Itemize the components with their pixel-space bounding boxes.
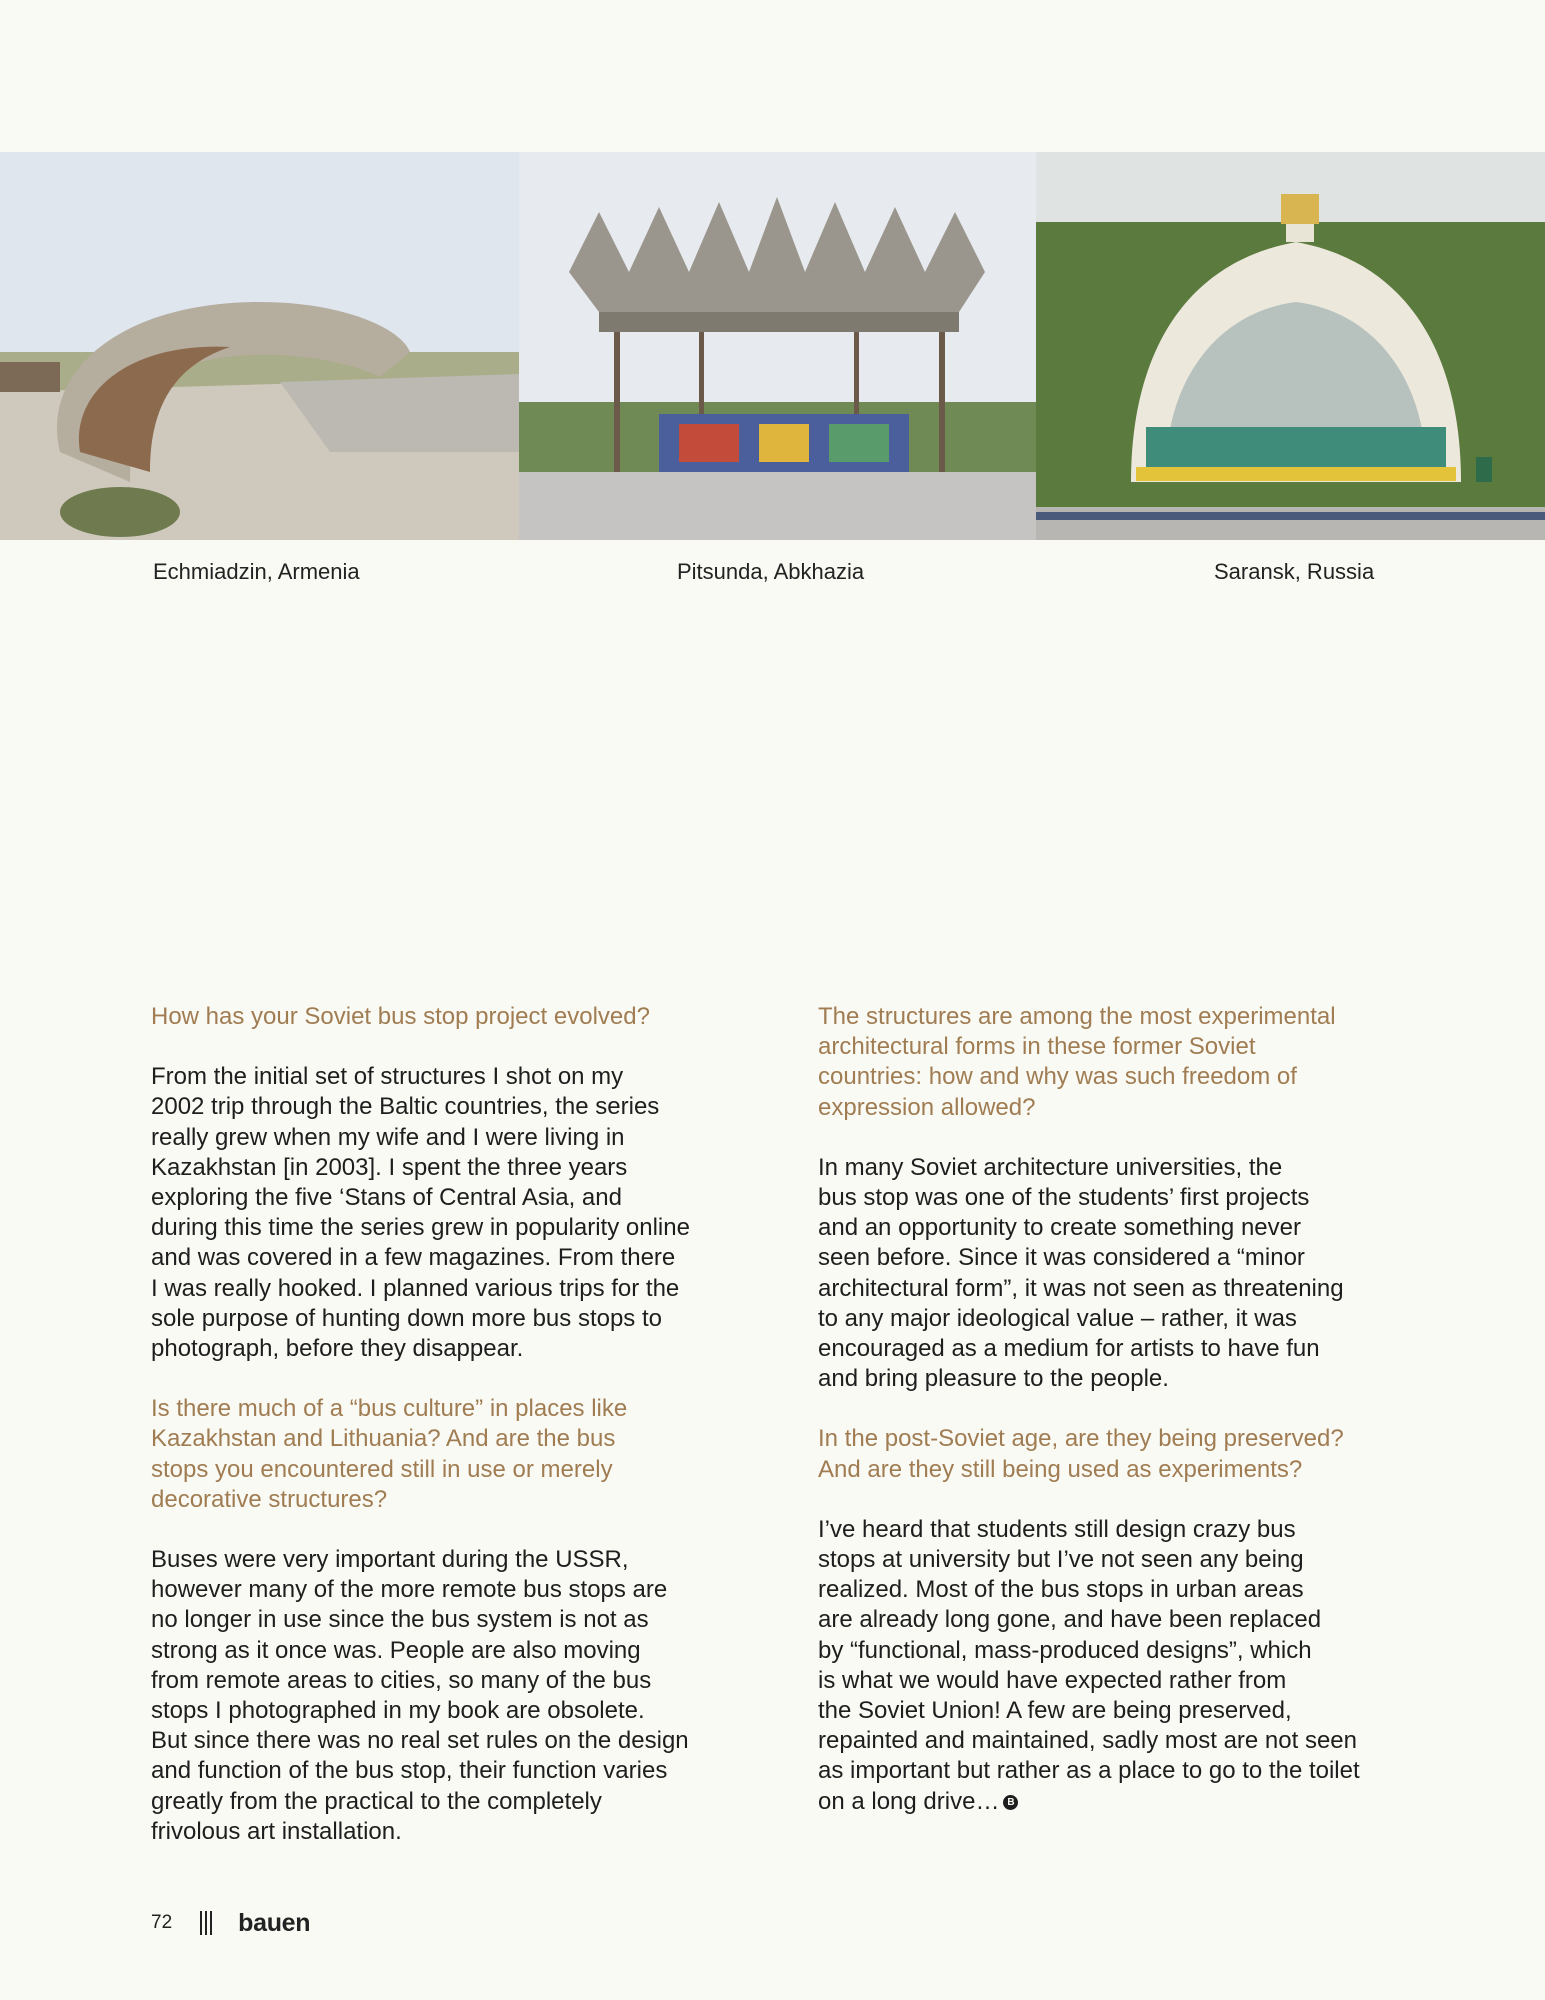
interview-question: The structures are among the most experimental architectural forms in these former Soviet countries: how and why was such freedom of expression allowed?: [818, 1003, 1336, 1121]
interview-question: How has your Soviet bus stop project evolved?: [151, 1003, 650, 1030]
interview-answer: Buses were very important during the USSR, however many of the more remote bus stops are no longer in use since the bus system is not as strong as it once was. People are also moving from remote areas to cities, so many of the bus stops I photographed in my book are obsolete. But since there was no real set rules on the design and function of the bus stop, their function varies greatly from the practical to the completely frivolous art installation.: [151, 1546, 689, 1845]
article-column-right: [818, 1002, 1408, 1847]
photo-caption: Saransk, Russia: [1214, 559, 1375, 584]
interview-answer: From the initial set of structures I shot on my 2002 trip through the Baltic countries, the series really grew when my wife and I were living in Kazakhstan [in 2003]. I spent the three years exploring the five ‘Stans of Central Asia, and during this time the series grew in popularity online and was covered in a few magazines. From there I was really hooked. I planned various trips for the sole purpose of hunting down more bus stops to photograph, before they disappear.: [151, 1063, 690, 1363]
photo-saransk-bus-stop: [1036, 152, 1545, 540]
final-answer-text: I’ve heard that students still design crazy bus stops at university but I’ve not seen any being realized. Most of the bus stops in urban areas are already long gone, and have been replaced by “functional, mass-produced designs”, which is what we would have expected rather from the Soviet Union! A few are being preserved, repainted and maintained, sadly most are not seen as important but rather as a place to go to the toilet on a long drive…: [818, 1515, 1360, 1815]
interview-question: In the post-Soviet age, are they being preserved? And are they still being used as experiments?: [818, 1425, 1344, 1483]
interview-answer: In many Soviet architecture universities, the bus stop was one of the students’ first projects and an opportunity to create something never seen before. Since it was considered a “minor architectural form”, it was not seen as threatening to any major ideological value – rather, it was encouraged as a medium for artists to have fun and bring pleasure to the people.: [818, 1153, 1344, 1393]
photo-echmiadzin-bus-stop: [0, 152, 519, 540]
interview-answer-final: [818, 1515, 1408, 1817]
end-of-article-icon: B: [1003, 1795, 1018, 1810]
photo-caption: Echmiadzin, Armenia: [153, 559, 360, 584]
photo-caption: Pitsunda, Abkhazia: [677, 559, 865, 584]
page-footer: [151, 1908, 310, 1938]
interview-question: Is there much of a “bus culture” in places like Kazakhstan and Lithuania? And are the bus stops you encountered still in use or merely decorative structures?: [151, 1395, 628, 1513]
photo-pitsunda-bus-stop: [519, 152, 1036, 540]
divider-bars-icon: [200, 1911, 212, 1935]
page-number: 72: [151, 1912, 173, 1933]
magazine-brand: bauen: [238, 1908, 311, 1937]
photo-strip: [0, 152, 1545, 540]
article-column-left: [151, 1002, 741, 1877]
